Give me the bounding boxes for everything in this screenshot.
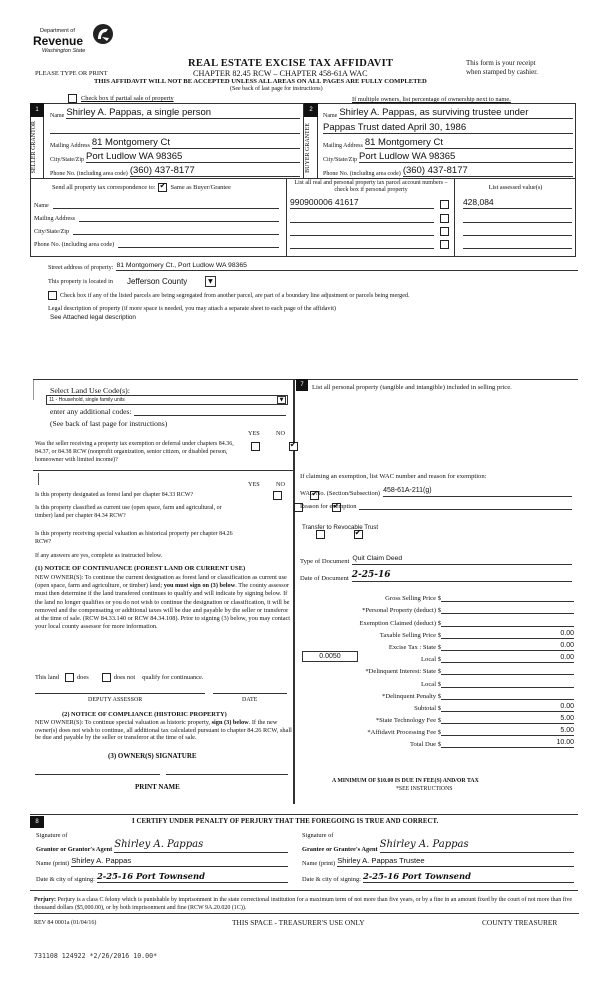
land-use-select[interactable]: 11 - Household, single family units ▼ xyxy=(46,395,288,405)
buyer-mailing-row: Mailing Address 81 Montgomery Ct xyxy=(323,137,573,149)
seller-name-line2-field[interactable] xyxy=(50,122,300,134)
state-technology-fee-label: *State Technology Fee $ xyxy=(375,717,441,725)
doc-type-field[interactable]: Quit Claim Deed xyxy=(352,555,572,565)
state-technology-fee-field[interactable]: 5.00 xyxy=(441,715,574,724)
see-back-note: (See back of last page for instructions) xyxy=(230,86,323,92)
seller-name-field[interactable]: Shirley A. Pappas, a single person xyxy=(66,107,300,119)
continuance-row: This land does does not qualify for continuance. xyxy=(35,674,204,681)
land-use-dropdown-icon[interactable]: ▼ xyxy=(277,396,286,404)
q3-text: Is this property classified as current use (open space, farm and agricultural, or timber) land per chapter 84.34 RCW? xyxy=(35,505,222,519)
buyer-city-row: City/State/Zip Port Ludlow WA 98365 xyxy=(323,151,573,163)
street-address-field[interactable]: 81 Montgomery Ct., Port Ludlow WA 98365 xyxy=(116,262,578,271)
section-1-badge: 1 xyxy=(30,103,44,117)
personal-property-checkbox-4[interactable] xyxy=(440,240,449,249)
delinquent-interest-local-field[interactable] xyxy=(441,679,574,688)
parcel-row-2 xyxy=(290,211,572,223)
partial-sale-checkbox[interactable] xyxy=(68,94,77,103)
buyer-name-row-2 xyxy=(323,122,573,134)
parcel-row-4 xyxy=(290,237,572,249)
taxable-selling-price-field[interactable]: 0.00 xyxy=(441,630,574,639)
grantee-date-city-field[interactable]: 2-25-16 Port Townsend xyxy=(363,871,574,883)
seller-name-row-2 xyxy=(50,122,300,134)
county-dropdown-icon[interactable]: ▼ xyxy=(205,276,216,287)
grantor-name-row: Name (print) Shirley A. Pappas xyxy=(36,856,288,867)
grantor-sig-label-1: Signature of xyxy=(36,832,68,839)
segregated-checkbox[interactable] xyxy=(48,291,57,300)
parcel-number-4[interactable] xyxy=(290,237,434,249)
correspondence-row: Send all property tax correspondence to: ✔ Same as Buyer/Grantee xyxy=(52,183,231,192)
receipt-note-1: This form is your receipt xyxy=(466,59,536,67)
print-name-label: PRINT NAME xyxy=(135,783,180,791)
certify-statement: I CERTIFY UNDER PENALTY OF PERJURY THAT THE FOREGOING IS TRUE AND CORRECT. xyxy=(132,818,439,825)
reason-field[interactable]: Transfer to Revocable Trust xyxy=(302,524,379,531)
parcel-number-1[interactable]: 990900006 41617 xyxy=(290,197,434,209)
personal-property-checkbox-1[interactable] xyxy=(440,200,449,209)
parcel-number-2[interactable] xyxy=(290,211,434,223)
exemption-label: If claiming an exemption, list WAC number and reason for exemption: xyxy=(300,473,487,480)
seller-name-row: Name Shirley A. Pappas, a single person xyxy=(50,107,300,119)
seller-mailing-row: Mailing Address 81 Montgomery Ct xyxy=(50,137,300,149)
corr-city-field[interactable] xyxy=(73,226,279,235)
form-number: REV 84 0001a (01/04/16) xyxy=(34,920,97,926)
assessed-value-2[interactable] xyxy=(463,211,572,223)
delinquent-interest-state-field[interactable] xyxy=(441,666,574,675)
buyer-phone-row: Phone No. (including area code) (360) 437-8177 xyxy=(323,165,573,177)
grantor-date-city-field[interactable]: 2-25-16 Port Townsend xyxy=(97,871,288,883)
yes-header-2: YES xyxy=(248,481,260,488)
notice2-title: (2) NOTICE OF COMPLIANCE (HISTORIC PROPERTY) xyxy=(62,711,227,718)
q1-no-checkbox[interactable] xyxy=(289,442,298,451)
corr-mailing-field[interactable] xyxy=(79,213,279,222)
exemption-claimed-field[interactable] xyxy=(441,618,574,627)
grantor-signature-row: Grantor or Grantor's Agent Shirley A. Pappas xyxy=(36,839,288,853)
personal-property-label: List all personal property (tangible and intangible) included in selling price. xyxy=(312,384,512,391)
does-not-qualify-checkbox[interactable] xyxy=(102,673,111,682)
section-7-badge: 7 xyxy=(296,379,308,391)
segregated-row: Check box if any of the listed parcels are being segregated from another parcel, are part of a boundary line adjustment or parcels being merged. xyxy=(48,291,409,300)
treasurer-stamp: 731108 124922 *2/26/2016 10.00* xyxy=(34,952,158,960)
reason-line[interactable] xyxy=(359,502,572,510)
if-yes-text: If any answers are yes, complete as instructed below. xyxy=(35,553,163,559)
grantor-name-field[interactable]: Shirley A. Pappas xyxy=(71,856,288,867)
personal-property-deduct-label: *Personal Property (deduct) $ xyxy=(362,607,441,615)
delinquent-penalty-label: *Delinquent Penalty $ xyxy=(382,692,441,700)
corr-name-field[interactable] xyxy=(53,200,279,209)
notice2-body: NEW OWNER(S): To continue special valuation as historic property, sign (3) below. If the new owner(s) does not wish to continue, all additional tax calculated pursuant to chapter 84.26 RCW, shall be due and payable by the seller or transferor at the time of sale. xyxy=(35,719,292,742)
seller-grantor-label: SELLER GRANTOR xyxy=(31,121,37,174)
personal-property-deduct-field[interactable] xyxy=(441,605,574,614)
local-rate-field[interactable]: 0.0050 xyxy=(302,651,358,662)
doc-date-field[interactable]: 2-25-16 xyxy=(352,570,572,582)
yes-header-1: YES xyxy=(248,430,260,437)
form-title: REAL ESTATE EXCISE TAX AFFIDAVIT xyxy=(188,58,394,69)
buyer-mailing-field[interactable]: 81 Montgomery Ct xyxy=(365,137,573,149)
subtotal-label: Subtotal $ xyxy=(414,704,441,712)
buyer-grantee-label: BUYER GRANTEE xyxy=(305,122,311,173)
perjury-notice: Perjury: Perjury is a class C felony which is punishable by imprisonment in the state correctional institution for a maximum term of not more than five years, or by a fine in an amount fixed by the court of not more than five thousand dollars ($5,000.00), or by both imprisonment and fine (RCW 9A.20.020 (1C)). xyxy=(34,896,579,914)
excise-tax-state-label: Excise Tax : State $ xyxy=(388,643,441,651)
gross-selling-price-label: Gross Selling Price $ xyxy=(385,595,441,603)
additional-codes-field[interactable] xyxy=(134,408,286,416)
grantee-date-row: Date & city of signing: 2-25-16 Port Townsend xyxy=(302,871,574,883)
seller-phone-row: Phone No. (including area code) (360) 437-8177 xyxy=(50,165,300,177)
deputy-assessor-label: DEPUTY ASSESSOR xyxy=(88,697,143,703)
no-header-1: NO xyxy=(276,430,285,437)
wac-row: WAC No. (Section/Subsection) 458-61A-211(g) xyxy=(300,487,572,497)
deputy-assessor-line[interactable] xyxy=(35,688,205,694)
same-as-buyer-checkbox[interactable] xyxy=(158,183,167,192)
personal-property-checkbox-2[interactable] xyxy=(440,214,449,223)
street-address-row: Street address of property: 81 Montgomery Ct., Port Ludlow WA 98365 xyxy=(48,262,578,271)
corr-city-row: City/State/Zip xyxy=(34,226,279,235)
land-use-label: Select Land Use Code(s): xyxy=(50,386,130,395)
buyer-name-field[interactable]: Shirley A. Pappas, as surviving trustee under xyxy=(339,107,573,119)
section-2-badge: 2 xyxy=(304,103,318,117)
assessed-value-1[interactable]: 428,084 xyxy=(463,197,572,209)
q1-yes-checkbox[interactable] xyxy=(251,442,260,451)
delinquent-interest-local-label: Local $ xyxy=(421,680,441,688)
parcels-header: List all real and personal property tax parcel account numbers – check box if personal property xyxy=(294,180,448,193)
parcel-row-1 xyxy=(290,197,572,209)
total-due-label: Total Due $ xyxy=(409,741,441,749)
dor-logo-icon xyxy=(92,23,114,45)
date-label: DATE xyxy=(242,697,258,703)
amounts-table xyxy=(300,590,574,748)
corr-name-row: Name xyxy=(34,200,279,209)
wac-field[interactable]: 458-61A-211(g) xyxy=(383,487,572,497)
doc-date-row: Date of Document 2-25-16 xyxy=(300,570,572,582)
buyer-phone-field[interactable]: (360) 437-8177 xyxy=(403,165,573,177)
dor-logo xyxy=(30,22,110,54)
buyer-name-line2-field[interactable]: Pappas Trust dated April 30, 1986 xyxy=(323,122,573,134)
doc-type-row: Type of Document Quit Claim Deed xyxy=(300,555,572,565)
grantee-sig-label-1: Signature of xyxy=(302,832,334,839)
seller-phone-field[interactable]: (360) 437-8177 xyxy=(130,165,300,177)
does-qualify-checkbox[interactable] xyxy=(65,673,74,682)
corr-phone-field[interactable] xyxy=(118,239,279,248)
no-header-2: NO xyxy=(276,481,285,488)
grantee-name-row: Name (print) Shirley A. Pappas Trustee xyxy=(302,856,574,867)
receipt-note-2: when stamped by cashier. xyxy=(466,68,538,76)
logo-line1: Department of xyxy=(40,28,75,34)
owner-print-line[interactable] xyxy=(166,774,288,775)
land-use-see-back: (See back of last page for instructions) xyxy=(50,419,168,428)
grantor-signature-field[interactable]: Shirley A. Pappas xyxy=(114,839,288,853)
partial-sale-label: Check box if partial sale of property xyxy=(81,95,174,102)
exemption-claimed-label: Exemption Claimed (deduct) $ xyxy=(359,619,441,627)
assessed-header: List assessed value(s) xyxy=(488,184,543,191)
please-type: PLEASE TYPE OR PRINT xyxy=(35,70,108,77)
logo-line2: Revenue xyxy=(33,34,84,48)
delinquent-penalty-field[interactable] xyxy=(441,691,574,700)
delinquent-interest-state-label: *Delinquent Interest: State $ xyxy=(365,668,441,676)
grantee-signature-row: Grantee or Grantee's Agent Shirley A. Pappas xyxy=(302,839,574,853)
personal-property-checkbox-3[interactable] xyxy=(440,227,449,236)
subtotal-field[interactable]: 0.00 xyxy=(441,703,574,712)
parcel-number-3[interactable] xyxy=(290,224,434,236)
seller-mailing-field[interactable]: 81 Montgomery Ct xyxy=(92,137,300,149)
legal-description-field[interactable]: See Attached legal description xyxy=(50,314,136,321)
buyer-city-field[interactable]: Port Ludlow WA 98365 xyxy=(359,151,573,163)
see-instructions-note: *SEE INSTRUCTIONS xyxy=(396,786,453,792)
grantor-date-row: Date & city of signing: 2-25-16 Port Townsend xyxy=(36,871,288,883)
affidavit-processing-fee-label: *Affidavit Processing Fee $ xyxy=(367,729,441,737)
excise-tax-local-field[interactable]: 0.00 xyxy=(441,654,574,663)
parcel-row-3 xyxy=(290,224,572,236)
grantee-name-field[interactable]: Shirley A. Pappas Trustee xyxy=(337,856,574,867)
assessed-value-4[interactable] xyxy=(463,237,572,249)
q2-yes-checkbox[interactable] xyxy=(273,491,282,500)
grantee-signature-field[interactable]: Shirley A. Pappas xyxy=(380,839,574,853)
notice1-title: (1) NOTICE OF CONTINUANCE (FOREST LAND OR CURRENT USE) xyxy=(35,565,246,572)
reason-row: Reason for exemption xyxy=(300,502,572,510)
county-row: This property is located in Jefferson County ▼ xyxy=(48,276,216,287)
q4-text: Is this property receiving special valuation as historical property per chapter 84.26 RCW? xyxy=(35,531,233,545)
section-8-badge: 8 xyxy=(30,816,44,828)
affidavit-processing-fee-field[interactable]: 5.00 xyxy=(441,727,574,736)
notice1-body: NEW OWNER(S): To continue the current designation as forest land or classification as current use (open space, farm and agriculture, or timber) land; you must sign on (3) below. The county assessor must then determine if the land transfered continues to qualify and will indicate by signing below. If the land no longer qualifies or you do not wish to continue the designation or classification, it will be removed and the compensating or additional taxes will be due and payable by the seller or transferor at the time of sale. (RCW 84.33.140 or RCW 84.34.108). Prior to signing (3) below, you may contact your local county assessor for more information. xyxy=(35,574,291,631)
gross-selling-price-field[interactable] xyxy=(441,593,574,602)
county-treasurer-label: COUNTY TREASURER xyxy=(482,918,558,927)
assessed-value-3[interactable] xyxy=(463,224,572,236)
partial-sale[interactable] xyxy=(68,94,174,103)
total-due-field[interactable]: 10.00 xyxy=(441,739,574,748)
q4-no-checkbox[interactable] xyxy=(354,530,363,539)
additional-codes-row: enter any additional codes: xyxy=(50,407,286,416)
form-subtitle: CHAPTER 82.45 RCW – CHAPTER 458-61A WAC xyxy=(193,69,368,78)
treasurer-use-label: THIS SPACE - TREASURER'S USE ONLY xyxy=(232,918,365,927)
taxable-selling-price-label: Taxable Selling Price $ xyxy=(379,631,441,639)
assessor-date-line[interactable] xyxy=(213,688,287,694)
seller-city-row: City/State/Zip Port Ludlow WA 98365 xyxy=(50,151,300,163)
warning-text: THIS AFFIDAVIT WILL NOT BE ACCEPTED UNLESS ALL AREAS ON ALL PAGES ARE FULLY COMPLETED xyxy=(94,78,427,85)
q1-text: Was the seller receiving a property tax exemption or deferral under chapters 84.36, 84.37, or 84.38 RCW (nonprofit organization, senior citizen, or disabled person, homeowner with limited income)? xyxy=(35,441,234,463)
owner-signature-label: (3) OWNER(S) SIGNATURE xyxy=(108,752,197,760)
logo-line3: Washington State xyxy=(42,48,86,54)
buyer-name-row: Name Shirley A. Pappas, as surviving trustee under xyxy=(323,107,573,119)
minimum-due-note: A MINIMUM OF $10.00 IS DUE IN FEE(S) AND/OR TAX xyxy=(332,778,479,784)
seller-city-field[interactable]: Port Ludlow WA 98365 xyxy=(86,151,300,163)
corr-phone-row: Phone No. (including area code) xyxy=(34,239,279,248)
q4-yes-checkbox[interactable] xyxy=(316,530,325,539)
county-select[interactable]: Jefferson County xyxy=(126,277,188,286)
excise-tax-local-label: Local $ xyxy=(421,656,441,664)
multiple-owners-note: If multiple owners, list percentage of ownership next to name. xyxy=(352,96,511,103)
q2-text: Is this property designated as forest land per chapter 84.33 RCW? xyxy=(35,492,194,498)
excise-tax-state-field[interactable]: 0.00 xyxy=(441,642,574,651)
corr-mailing-row: Mailing Address xyxy=(34,213,279,222)
legal-description-label: Legal description of property (if more space is needed, you may attach a separate sheet to each page of the affidavit) xyxy=(48,305,336,312)
owner-signature-line[interactable] xyxy=(35,774,160,775)
